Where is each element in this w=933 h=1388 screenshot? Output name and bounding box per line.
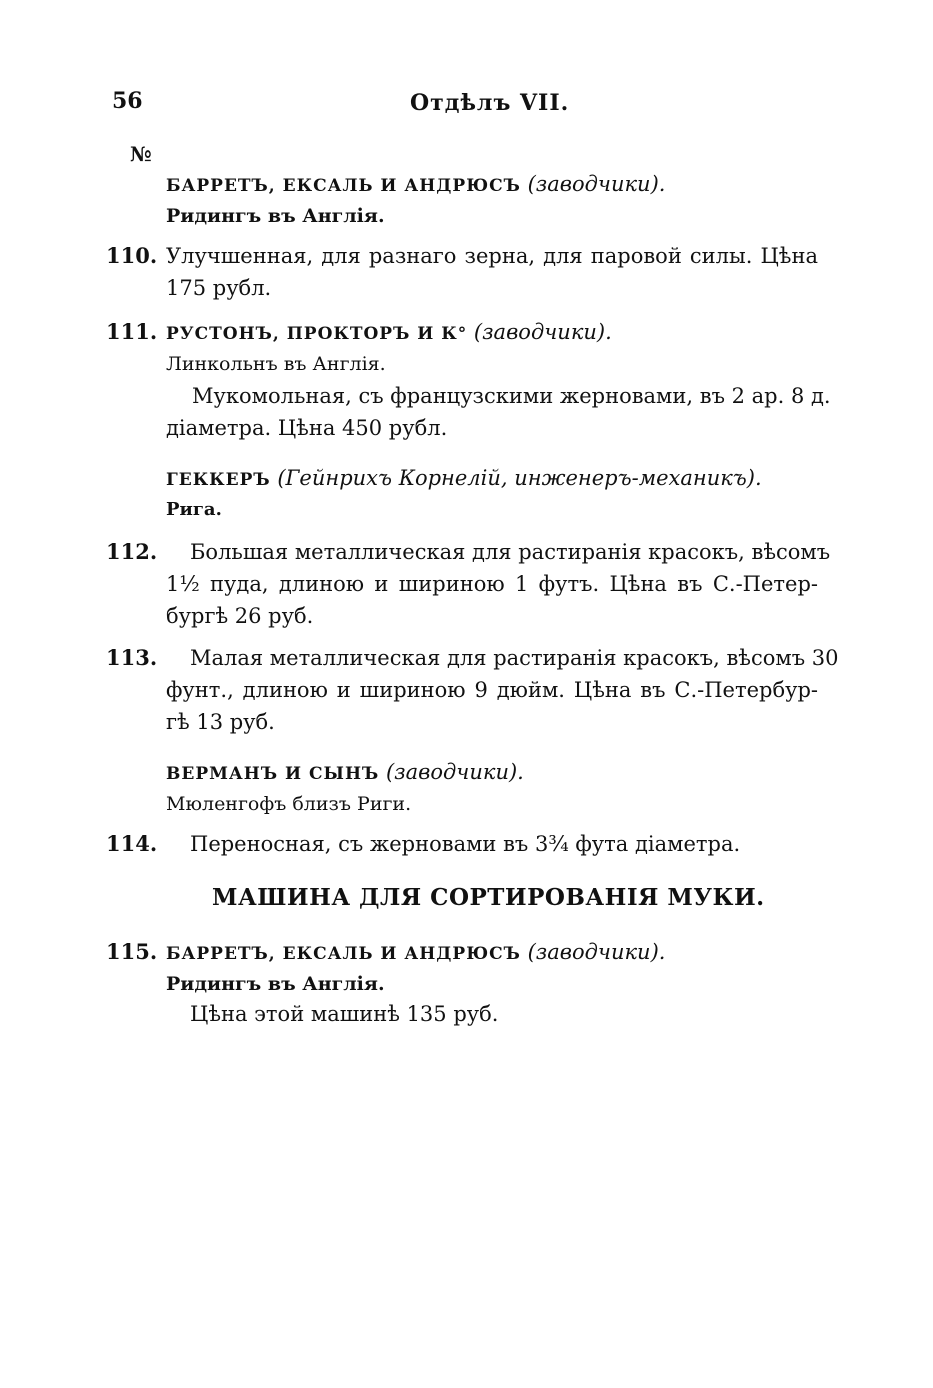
- firm-name: РУСТОНЪ, ПРОКТОРЪ И К°: [166, 324, 468, 344]
- firm-place: Рига.: [166, 499, 222, 520]
- item-text: Малая металлическая для растиранія красокъ, вѣсомъ 30: [190, 646, 839, 670]
- firm-line: [166, 318, 612, 348]
- item-text: Переносная, съ жерновами въ 3¾ фута діаметра.: [190, 832, 741, 856]
- firm-name: ВЕРМАНЪ И СЫНЪ: [166, 764, 380, 784]
- number-sign: №: [130, 142, 152, 166]
- item-number: 111.: [106, 319, 158, 344]
- firm-role: (заводчики).: [527, 172, 666, 196]
- firm-line: [166, 464, 762, 494]
- item-text: 175 рубл.: [166, 276, 272, 300]
- item-text: фунт., длиною и шириною 9 дюйм. Цѣна въ С.-Петербур-: [166, 678, 818, 702]
- firm-role: (заводчики).: [527, 940, 666, 964]
- firm-place: Ридингъ въ Англія.: [166, 205, 385, 227]
- item-text: Мукомольная, съ французскими жерновами, въ 2 ар. 8 д.: [192, 384, 831, 408]
- firm-line: [166, 170, 665, 200]
- firm-role: (заводчики).: [473, 320, 612, 344]
- page-number: 56: [112, 88, 143, 114]
- item-text: бургѣ 26 руб.: [166, 604, 314, 628]
- item-text: гѣ 13 руб.: [166, 710, 275, 734]
- firm-place: Ридингъ въ Англія.: [166, 973, 385, 995]
- item-number: 112.: [106, 539, 158, 564]
- item-number: 115.: [106, 939, 158, 964]
- item-number: 113.: [106, 645, 158, 670]
- running-head: Отдѣлъ VII.: [410, 90, 570, 116]
- item-text: діаметра. Цѣна 450 рубл.: [166, 416, 448, 440]
- item-text: Улучшенная, для разнаго зерна, для паровой силы. Цѣна: [166, 244, 818, 268]
- firm-place: Линкольнъ въ Англія.: [166, 353, 386, 375]
- item-text: Цѣна этой машинѣ 135 руб.: [190, 1002, 499, 1026]
- section-title: МАШИНА ДЛЯ СОРТИРОВАНІЯ МУКИ.: [212, 884, 765, 911]
- item-text: Большая металлическая для растиранія красокъ, вѣсомъ: [190, 540, 831, 564]
- item-number: 114.: [106, 831, 158, 856]
- firm-name: ГЕККЕРЪ: [166, 470, 271, 490]
- firm-role: (заводчики).: [385, 760, 524, 784]
- firm-role: (Гейнрихъ Корнелій, инженеръ-механикъ).: [277, 466, 762, 490]
- firm-name: БАРРЕТЪ, ЕКСАЛЬ И АНДРЮСЪ: [166, 176, 521, 196]
- item-text: 1½ пуда, длиною и шириною 1 футъ. Цѣна въ С.-Петер-: [166, 572, 818, 596]
- item-number: 110.: [106, 243, 158, 268]
- firm-name: БАРРЕТЪ, ЕКСАЛЬ И АНДРЮСЪ: [166, 944, 521, 964]
- firm-place: Мюленгофъ близъ Риги.: [166, 793, 412, 815]
- firm-line: [166, 758, 524, 788]
- firm-line: [166, 938, 665, 968]
